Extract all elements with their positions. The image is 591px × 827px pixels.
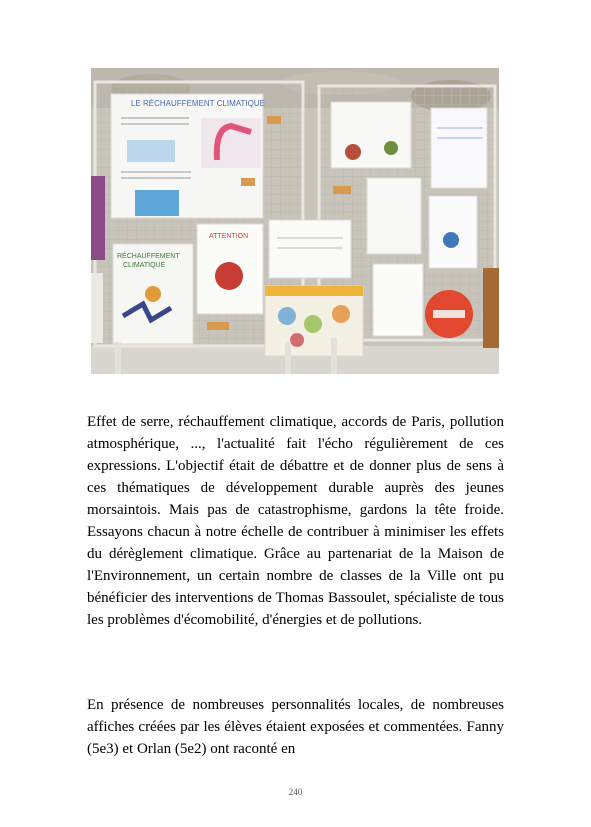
svg-text:CLIMATIQUE: CLIMATIQUE: [123, 262, 166, 269]
svg-text:LE RÉCHAUFFEMENT CLIMATIQUE: LE RÉCHAUFFEMENT CLIMATIQUE: [131, 99, 265, 108]
body-paragraph-2: En présence de nombreuses personnalités locales, de nombreuses affiches créées par les élèves étaient exposées et commentées. Fanny (5e3) et Orlan (5e2) ont raconté en: [87, 697, 504, 757]
svg-text:RÉCHAUFFEMENT: RÉCHAUFFEMENT: [117, 253, 180, 260]
exhibition-photo: [91, 68, 499, 374]
page-number: 240: [288, 787, 303, 797]
body-paragraph-1: Effet de serre, réchauffement climatique, accords de Paris, pollution atmosphérique, ..., l'actualité fait l'écho régulièrement de ces expressions. L'objectif était de débattre et de donner plus de sens à ces thématiques de développement durable auprès des jeunes morsaintois. Mais pas de catastrophisme, gardons la tête froide. Essayons chacun à notre échelle de contribuer à minimiser les effets du dérèglement climatique. Grâce au partenariat de la Maison de l'Environnement, un certain nombre de classes de la Ville ont pu bénéficier des interventions de Thomas Bassoulet, spécialiste de tous les problèmes d'écomobilité, d'énergies et de pollutions.: [87, 414, 504, 628]
svg-text:ATTENTION: ATTENTION: [209, 233, 249, 240]
